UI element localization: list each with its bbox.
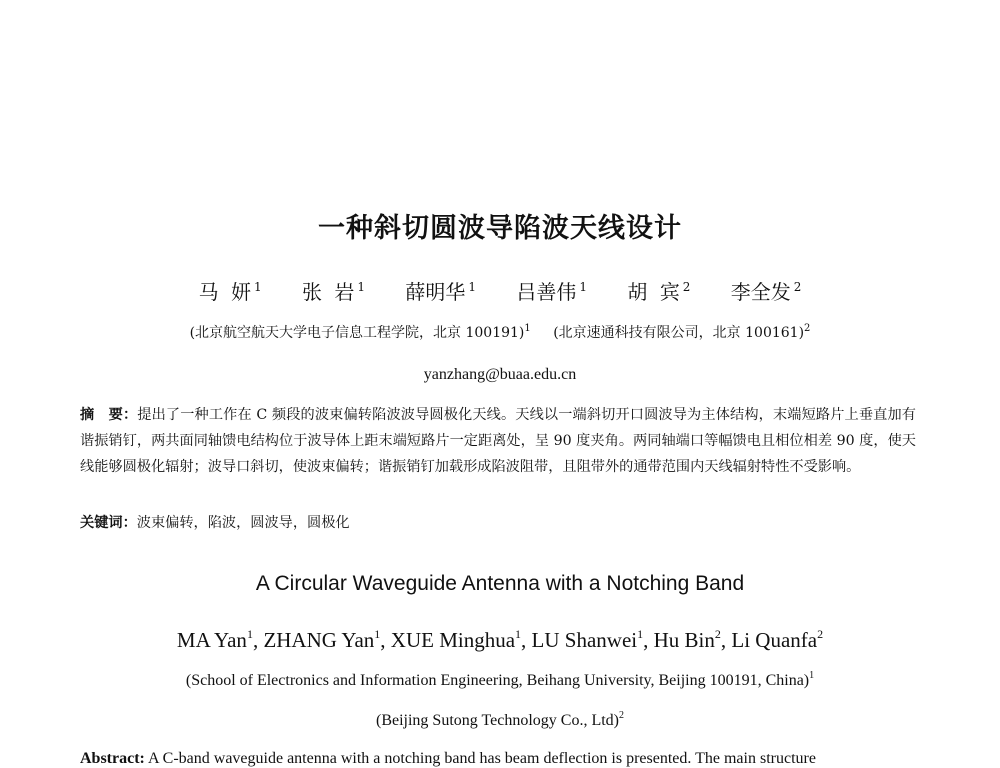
chinese-abstract-text: 提出了一种工作在 C 频段的波束偏转陷波波导圆极化天线。天线以一端斜切开口圆波导为主体结构，末端短路片上垂直加有谐振销钉，两共面同轴馈电结构位于波导体上距末端短路片一定距离处，呈 90 度夹角。两同轴端口等幅馈电且相位相差 90 度，使天线能够圆极化辐射；波导口斜切，使波束偏转；谐振销钉加载形成陷波阻带，且阻带外的通带范围内天线辐射特性不受影响。: [80, 407, 916, 475]
chinese-keywords: [80, 512, 916, 532]
chinese-author: 薛明华 $^1$: [405, 280, 476, 304]
chinese-author: 马 妍 $^1$: [198, 280, 262, 304]
chinese-affiliation-1: (北京航空航天大学电子信息工程学院，北京 100191)$^1$: [189, 323, 531, 341]
chinese-abstract: [80, 402, 916, 480]
english-author: MA Yan$^1$: [176, 627, 253, 652]
english-author: XUE Minghua$^1$: [390, 627, 522, 652]
english-affiliation-1: (School of Electronics and Information Engineering, Beihang University, Beijing 100191, China)$^1$: [185, 670, 815, 689]
chinese-affiliation-2: (北京速通科技有限公司，北京 100161)$^2$: [553, 323, 811, 341]
chinese-author: 李全发 $^2$: [730, 280, 802, 304]
english-abstract: [80, 750, 920, 768]
english-author: LU Shanwei$^1$: [531, 627, 644, 652]
chinese-author-list: [0, 276, 1000, 305]
chinese-abstract-label: 摘 要：: [80, 407, 138, 423]
english-author-list: MA Yan$^1$, ZHANG Yan$^1$, XUE Minghua$^1$, LU Shanwei$^1$, Hu Bin$^2$, Li Quanfa$^2$: [176, 627, 824, 652]
english-author: ZHANG Yan$^1$: [263, 627, 381, 652]
english-title: A Circular Waveguide Antenna with a Notching Band: [255, 572, 745, 595]
chinese-author: 吕善伟 $^1$: [516, 280, 587, 304]
chinese-author: 张 岩 $^1$: [302, 280, 365, 304]
english-abstract-label: Abstract:: [80, 750, 145, 767]
english-author: Li Quanfa$^2$: [731, 627, 824, 652]
chinese-title: 一种斜切圆波导陷波天线设计: [318, 213, 682, 244]
english-affiliation-2: (Beijing Sutong Technology Co., Ltd)$^2$: [375, 710, 624, 729]
chinese-keywords-text: 波束偏转，陷波，圆波导，圆极化: [136, 515, 350, 531]
chinese-keywords-label: 关键词：: [80, 515, 137, 531]
chinese-affiliations: [0, 322, 1000, 342]
english-author: Hu Bin$^2$: [653, 627, 721, 652]
english-abstract-text: A C-band waveguide antenna with a notching band has beam deflection is presented. The main structure: [148, 750, 816, 767]
author-email: yanzhang@buaa.edu.cn: [423, 366, 577, 383]
chinese-author: 胡 宾 $^2$: [627, 280, 691, 304]
